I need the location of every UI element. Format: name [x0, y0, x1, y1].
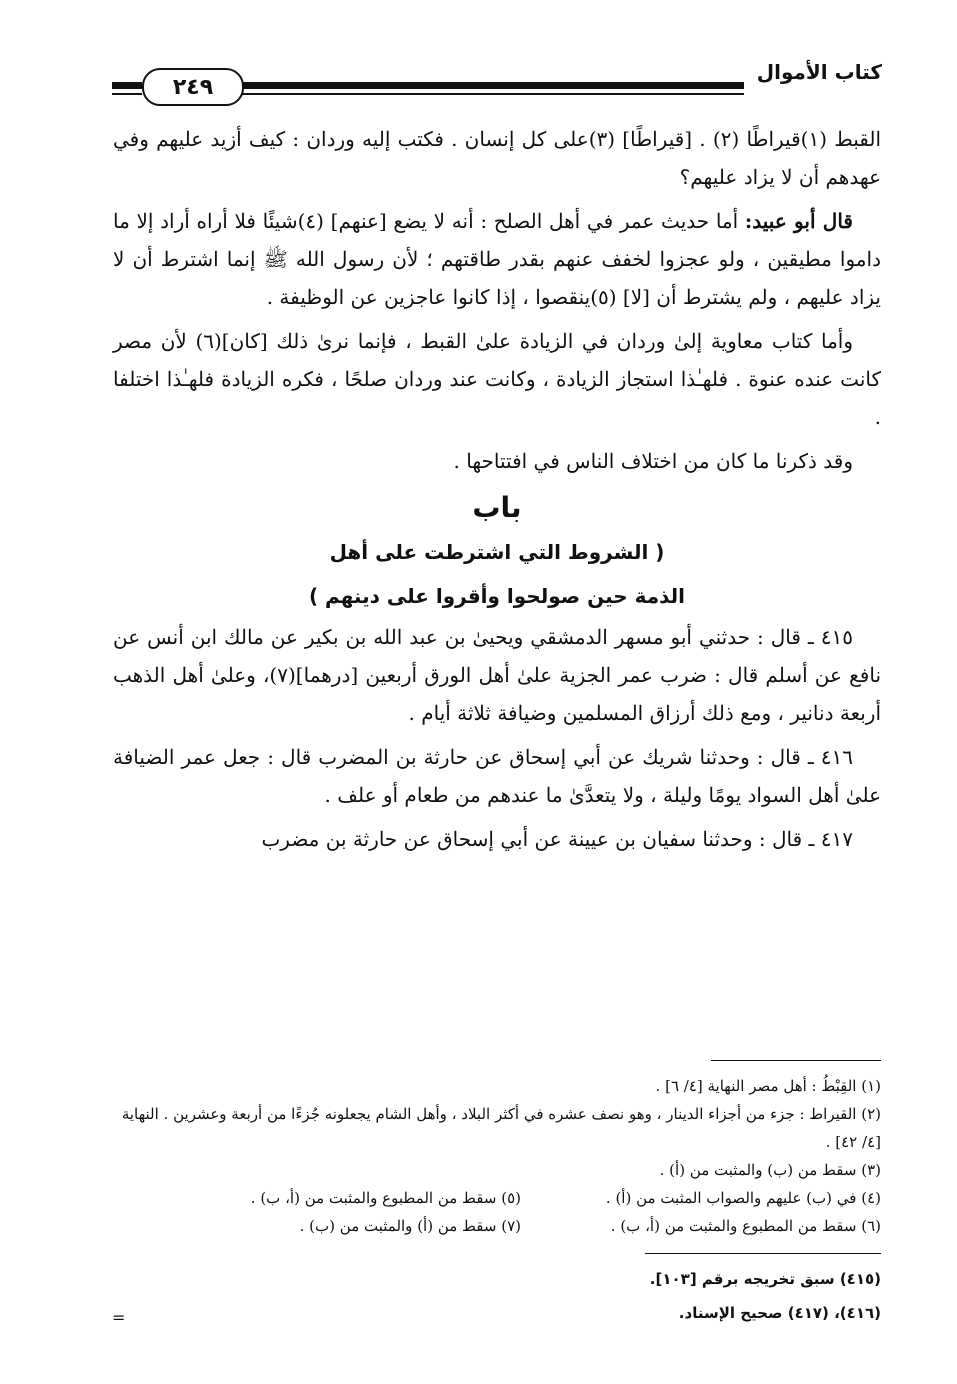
- hadith-416: ٤١٦ ـ قال : وحدثنا شريك عن أبي إسحاق عن حارثة بن المضرب قال : جعل عمر الضيافة علىٰ أهل السواد يومًا وليلة ، ولا يتعدَّىٰ ما عندهم من طعام أو علف .: [113, 745, 881, 807]
- page-mark: =: [112, 1308, 126, 1327]
- takhrij-415: (٤١٥) سبق تخريجه برقم [١٠٣].: [649, 1270, 881, 1288]
- footnotes: [113, 1072, 881, 1240]
- header-rule-left: [112, 82, 142, 89]
- page-number-text: ٢٤٩: [172, 74, 214, 100]
- paragraph-2-text: أما حديث عمر في أهل الصلح : أنه لا يضع [عنهم] (٤)شيئًا فلا أراه أراد إلا ما داموا مطيقين ، ولو عجزوا لخفف عنهم بقدر طاقتهم ؛ لأن رسول الله ﷺ إنما اشترط أن لا يزاد عليهم ، ولم يشترط أن [لا] (٥)ينقصوا ، إذا كانوا عاجزين عن الوظيفة .: [113, 209, 881, 309]
- takhrij-divider: [645, 1253, 881, 1254]
- footnote-row-6-7: [113, 1212, 881, 1240]
- paragraph-1: القبط (١)قيراطًا (٢) . [قيراطًا] (٣)على كل إنسان . فكتب إليه وردان : كيف أزيد عليهم وفي عهدهم أن لا يزاد عليهم؟: [113, 127, 882, 189]
- hadith-415: ٤١٥ ـ قال : حدثني أبو مسهر الدمشقي ويحيىٰ بن عبد الله بن بكير عن مالك ابن أنس عن نافع عن أسلم قال : ضرب عمر الجزية علىٰ أهل الورق أربعين [درهما](٧)، وعلىٰ أهل الذهب أربعة دنانير ، ومع ذلك أرزاق المسلمين وضيافة ثلاثة أيام .: [113, 625, 882, 725]
- page-number: [142, 68, 244, 106]
- footnote-3: (٣) سقط من (ب) والمثبت من (أ) .: [659, 1161, 881, 1179]
- footnote-2: (٢) القيراط : جزء من أجزاء الدينار ، وهو نصف عشره في أكثر البلاد ، وأهل الشام يجعلونه جُزءًا من أربعة وعشرين . النهاية [٤/ ٤٢] .: [121, 1105, 881, 1151]
- chapter-title-line-2: الذمة حين صولحوا وأقروا على دينهم ): [308, 584, 686, 608]
- footnote-7: (٧) سقط من (أ) والمثبت من (ب) .: [299, 1217, 521, 1235]
- header-rule: [240, 82, 744, 89]
- main-text: [113, 120, 881, 864]
- paragraph-2: [113, 202, 881, 316]
- takhrij-416-417: (٤١٦)، (٤١٧) صحيح الإسناد.: [678, 1304, 881, 1322]
- chapter-heading: [113, 486, 881, 618]
- book-title: كتاب الأموال: [756, 60, 882, 84]
- footnote-4: (٤) في (ب) عليهم والصواب المثبت من (أ) .: [605, 1189, 881, 1207]
- header-rule-thin: [240, 93, 744, 95]
- footnote-row-3: [113, 1156, 881, 1184]
- footnote-1: (١) القِبْطُ : أهل مصر النهاية [٤/ ٦] .: [655, 1077, 881, 1095]
- chapter-word: باب: [472, 491, 522, 524]
- footnote-divider: [711, 1060, 881, 1061]
- footnote-5: (٥) سقط من المطبوع والمثبت من (أ، ب) .: [250, 1189, 521, 1207]
- paragraph-4: وقد ذكرنا ما كان من اختلاف الناس في افتتاحها .: [453, 449, 853, 473]
- chapter-title-line-1: ( الشروط التي اشترطت على أهل: [329, 540, 665, 564]
- page-header: [112, 52, 882, 112]
- takhrij-notes: [113, 1262, 881, 1330]
- speaker-label: قال أبو عبيد:: [744, 209, 853, 233]
- paragraph-3: وأما كتاب معاوية إلىٰ وردان في الزيادة علىٰ القبط ، فإنما نرىٰ ذلك [كان](٦) لأن مصر كانت عنده عنوة . فلهـٰذا استجاز الزيادة ، وكانت عند وردان صلحًا ، فكره الزيادة فلهـٰذا اختلفا .: [113, 329, 881, 429]
- footnote-6: (٦) سقط من المطبوع والمثبت من (أ، ب) .: [610, 1217, 881, 1235]
- footnote-row-4-5: [113, 1184, 881, 1212]
- header-rule-left-thin: [112, 93, 142, 95]
- hadith-417: ٤١٧ ـ قال : وحدثنا سفيان بن عيينة عن أبي إسحاق عن حارثة بن مضرب: [261, 827, 853, 851]
